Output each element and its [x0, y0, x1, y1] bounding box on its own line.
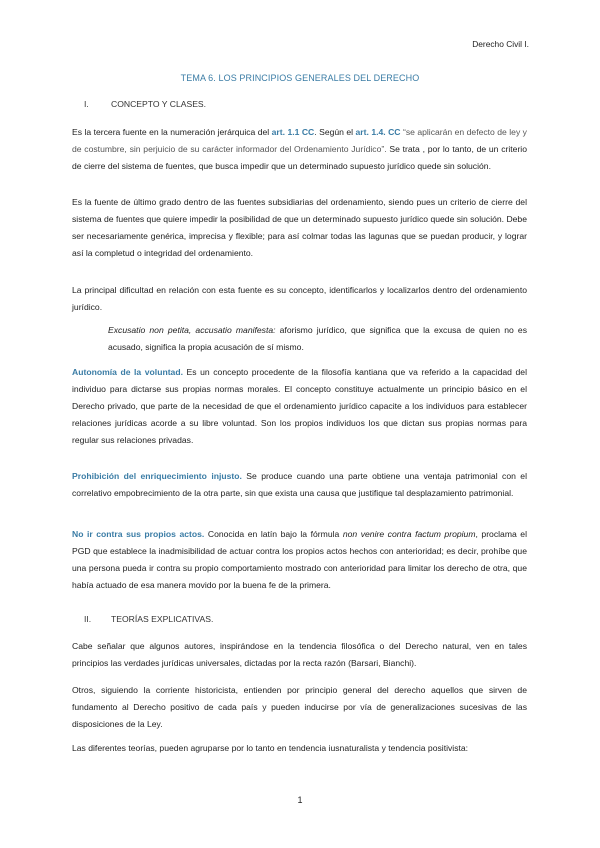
- paragraph-3: La principal dificultad en relación con esta fuente es su concepto, identificarlos y localizarlos dentro del ordenamiento jurídico.: [72, 285, 527, 312]
- section-label: TEORÍAS EXPLICATIVAS.: [111, 614, 214, 624]
- paragraph-autonomia: [72, 364, 527, 449]
- paragraph-8: Cabe señalar que algunos autores, inspirándose en la tendencia filosófica o del Derecho natural, ven en tales principios las verdades jurídicas universales, dictadas por la recta razón (Barsari, Bianchi).: [72, 641, 527, 668]
- principle-term: No ir contra sus propios actos.: [72, 529, 205, 539]
- paragraph-1: [72, 124, 527, 175]
- paragraph-enriquecimiento: [72, 468, 527, 502]
- section-number: I.: [84, 99, 89, 109]
- latin-formula: non venire contra factum propium: [342, 529, 476, 539]
- section-heading-2: [84, 614, 213, 624]
- paragraph-10: Las diferentes teorías, pueden agruparse por lo tanto en tendencia iusnaturalista y tendencia positivista:: [72, 743, 469, 753]
- article-reference-1: art. 1.1 CC: [271, 127, 315, 137]
- section-heading-1: [84, 99, 206, 109]
- page-title: TEMA 6. LOS PRINCIPIOS GENERALES DEL DERECHO: [180, 73, 420, 83]
- paragraph-9: Otros, siguiendo la corriente historicista, entienden por principio general del derecho aquellos que sirven de fundamento al Derecho positivo de cada país y pueden inducirse por vía de generalizaciones sucesivas de las disposiciones de la Ley.: [72, 685, 527, 729]
- latin-aphorism: Excusatio non petita, accusatio manifesta:: [108, 325, 276, 335]
- article-reference-2: art. 1.4. CC: [355, 127, 401, 137]
- text-run: Es un concepto procedente de la filosofía kantiana que va referido a la capacidad del individuo para dictarse sus propias normas morales. El concepto constituye actualmente un principio básico en el Derecho privado, que parte de la necesidad de que el ordenamiento jurídico capacite a los individuos para establecer relaciones jurídicas acorde a su libre voluntad. Son los propios individuos los que dictan sus propias normas para regular sus relaciones privadas.: [72, 367, 527, 445]
- text-run: . Según el: [314, 127, 356, 137]
- principle-term: Prohibición del enriquecimiento injusto.: [72, 471, 242, 481]
- running-header: Derecho Civil I.: [472, 39, 529, 49]
- section-label: CONCEPTO Y CLASES.: [111, 99, 207, 109]
- paragraph-propios-actos: [72, 526, 527, 594]
- principle-term: Autonomía de la voluntad.: [72, 367, 183, 377]
- legal-quote: “se aplicarán en defecto de ley y de costumbre, sin perjuicio de su carácter informador del Ordenamiento Jurídico”.: [72, 127, 527, 154]
- text-run: , proclama el PGD que establece la inadmisibilidad de actuar contra los propios actos hechos con anterioridad; es decir, prohíbe que una persona pueda ir contra su propio comportamiento mostrado con anterioridad para limitar los derecho de otra, que había actuado de esa manera movido por la buena fe de la primera.: [72, 529, 527, 590]
- text-run: Conocida en latín bajo la fórmula: [204, 529, 343, 539]
- section-number: II.: [84, 614, 92, 624]
- text-run: Se trata , por lo tanto, de un criterio de cierre del sistema de fuentes, que busca impedir que un determinado supuesto jurídico quede sin solución.: [72, 144, 527, 171]
- text-run: Se produce cuando una parte obtiene una ventaja patrimonial con el correlativo empobrecimiento de la otra parte, sin que exista una causa que justifique tal desplazamiento patrimonial.: [72, 471, 527, 498]
- text-run: aforismo jurídico, que significa que la excusa de quien no es acusado, significa la propia acusación de sí mismo.: [108, 325, 527, 352]
- page-number: 1: [297, 795, 303, 805]
- paragraph-2: Es la fuente de último grado dentro de las fuentes subsidiarias del ordenamiento, siendo pues un criterio de cierre del sistema de fuentes que quiere impedir la posibilidad de que un determinado supuesto jurídico quede sin solución. Debe ser necesariamente genérica, imprecisa y flexible; para así colmar todas las lagunas que se puedan producir, y lograr así la completud o integridad del ordenamiento.: [72, 197, 527, 258]
- paragraph-aphorism: [108, 322, 527, 356]
- text-run: Es la tercera fuente en la numeración jerárquica del: [72, 127, 272, 137]
